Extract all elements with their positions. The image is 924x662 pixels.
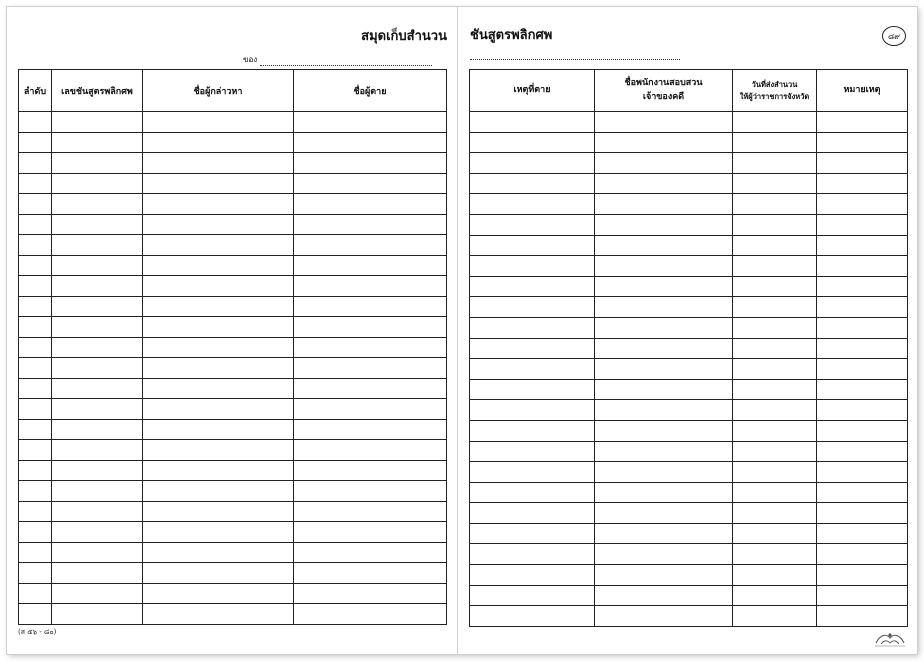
right-table-row	[470, 420, 908, 441]
owner-fill-line[interactable]	[260, 59, 432, 66]
right-table-row	[470, 235, 908, 256]
left-table-cell[interactable]	[19, 563, 52, 584]
right-table-cell[interactable]	[595, 194, 733, 215]
col-header-remarks-label: หมายเหตุ	[843, 84, 881, 95]
right-table-cell[interactable]	[733, 585, 817, 606]
col-header-submit-date-line1: วันที่ส่งสำนวน	[751, 80, 798, 90]
left-table-cell[interactable]	[52, 440, 143, 461]
left-table-cell[interactable]	[52, 542, 143, 563]
left-table-row	[19, 173, 447, 194]
right-table-cell[interactable]	[733, 112, 817, 133]
owner-line	[243, 53, 432, 66]
right-table-cell[interactable]	[817, 462, 908, 483]
left-table-cell[interactable]	[19, 235, 52, 256]
right-table-row	[470, 132, 908, 153]
right-table-row	[470, 359, 908, 380]
right-table-cell[interactable]	[595, 606, 733, 627]
left-table-row	[19, 276, 447, 297]
left-table-row	[19, 296, 447, 317]
right-table-cell[interactable]	[817, 544, 908, 565]
right-table-cell[interactable]	[733, 256, 817, 277]
left-table-cell[interactable]	[143, 173, 294, 194]
right-table-cell[interactable]	[595, 214, 733, 235]
right-table-cell[interactable]	[470, 482, 595, 503]
left-table-cell[interactable]	[19, 419, 52, 440]
left-table-cell[interactable]	[19, 255, 52, 276]
left-table-cell[interactable]	[143, 481, 294, 502]
right-table-row	[470, 544, 908, 565]
left-table-cell[interactable]	[294, 214, 447, 235]
left-table-cell[interactable]	[143, 583, 294, 604]
left-table-cell[interactable]	[294, 235, 447, 256]
left-table-cell[interactable]	[143, 358, 294, 379]
right-table-cell[interactable]	[470, 379, 595, 400]
right-table-cell[interactable]	[470, 153, 595, 174]
right-table-cell[interactable]	[470, 297, 595, 318]
right-table-cell[interactable]	[817, 153, 908, 174]
right-table-cell[interactable]	[733, 276, 817, 297]
owner-label: ของ	[243, 55, 258, 64]
left-table-cell[interactable]	[52, 419, 143, 440]
right-table-cell[interactable]	[817, 194, 908, 215]
left-table-cell[interactable]	[294, 481, 447, 502]
page-number-badge: ๘๙	[882, 26, 906, 46]
left-table-cell[interactable]	[52, 255, 143, 276]
left-table-cell[interactable]	[52, 194, 143, 215]
right-table-cell[interactable]	[470, 606, 595, 627]
left-table-cell[interactable]	[52, 112, 143, 133]
left-table-cell[interactable]	[143, 378, 294, 399]
right-register-table	[469, 69, 908, 627]
col-header-accuser-name: ชื่อผู้กล่าวหา	[143, 70, 294, 112]
right-table-cell[interactable]	[733, 503, 817, 524]
left-table-cell[interactable]	[19, 378, 52, 399]
col-header-investigator-line2: เจ้าของคดี	[642, 91, 685, 102]
right-table-row	[470, 462, 908, 483]
left-table-cell[interactable]	[52, 214, 143, 235]
right-table-cell[interactable]	[733, 235, 817, 256]
right-page-title: ชันสูตรพลิกศพ	[470, 28, 553, 43]
left-table-row	[19, 317, 447, 338]
right-table-cell[interactable]	[817, 565, 908, 586]
right-table-row	[470, 482, 908, 503]
right-table-cell[interactable]	[733, 379, 817, 400]
form-code-footnote: (ส ๕๖ - ๘๐)	[18, 628, 57, 636]
right-table-cell[interactable]	[817, 441, 908, 462]
right-table-cell[interactable]	[595, 565, 733, 586]
left-table-cell[interactable]	[143, 317, 294, 338]
left-table-cell[interactable]	[52, 399, 143, 420]
right-table-cell[interactable]	[733, 214, 817, 235]
left-table-row	[19, 153, 447, 174]
left-table-cell[interactable]	[294, 399, 447, 420]
col-header-submit-date-line2: ให้ผู้ว่าราชการจังหวัด	[739, 91, 810, 101]
right-table-cell[interactable]	[470, 235, 595, 256]
left-table-cell[interactable]	[143, 542, 294, 563]
left-header-row	[19, 70, 447, 112]
right-table-cell[interactable]	[595, 585, 733, 606]
right-table-cell[interactable]	[817, 297, 908, 318]
col-header-deceased-name: ชื่อผู้ตาย	[294, 70, 447, 112]
right-table-row	[470, 523, 908, 544]
right-table-cell[interactable]	[733, 338, 817, 359]
page-gutter	[457, 7, 458, 654]
right-table-cell[interactable]	[733, 132, 817, 153]
left-table-cell[interactable]	[52, 583, 143, 604]
left-table-cell[interactable]	[52, 481, 143, 502]
right-table-cell[interactable]	[470, 462, 595, 483]
left-table-cell[interactable]	[19, 214, 52, 235]
right-table-cell[interactable]	[817, 359, 908, 380]
right-table-cell[interactable]	[595, 544, 733, 565]
left-table-cell[interactable]	[143, 153, 294, 174]
left-table-cell[interactable]	[52, 337, 143, 358]
left-table-cell[interactable]	[294, 153, 447, 174]
left-table-cell[interactable]	[294, 604, 447, 625]
right-table-cell[interactable]	[595, 338, 733, 359]
right-table-cell[interactable]	[595, 235, 733, 256]
right-table-cell[interactable]	[817, 235, 908, 256]
left-table-row	[19, 542, 447, 563]
right-table-row	[470, 338, 908, 359]
left-table-cell[interactable]	[52, 153, 143, 174]
document-spread	[7, 7, 917, 654]
left-table-cell[interactable]	[143, 194, 294, 215]
left-table-cell[interactable]	[143, 132, 294, 153]
left-table-row	[19, 358, 447, 379]
left-table-cell[interactable]	[19, 317, 52, 338]
left-table-cell[interactable]	[52, 522, 143, 543]
col-header-investigator	[595, 70, 733, 112]
left-table-row	[19, 501, 447, 522]
right-table-row	[470, 400, 908, 421]
left-table-cell[interactable]	[19, 296, 52, 317]
right-table-cell[interactable]	[817, 276, 908, 297]
right-table-cell[interactable]	[595, 379, 733, 400]
left-table-row	[19, 255, 447, 276]
left-table-cell[interactable]	[294, 132, 447, 153]
col-header-investigator-line1: ชื่อพนักงานสอบสวน	[624, 78, 703, 88]
left-table-cell[interactable]	[294, 317, 447, 338]
left-table-cell[interactable]	[19, 542, 52, 563]
left-table-cell[interactable]	[52, 317, 143, 338]
right-table-cell[interactable]	[470, 544, 595, 565]
left-table-row	[19, 440, 447, 461]
left-table-row	[19, 460, 447, 481]
left-table-cell[interactable]	[294, 460, 447, 481]
right-table-cell[interactable]	[817, 420, 908, 441]
col-header-cause-of-death-label: เหตุที่ตาย	[513, 84, 551, 95]
right-table-cell[interactable]	[595, 359, 733, 380]
left-table-cell[interactable]	[143, 501, 294, 522]
right-table-cell[interactable]	[470, 194, 595, 215]
right-table-cell[interactable]	[733, 482, 817, 503]
left-table-cell[interactable]	[19, 132, 52, 153]
right-table-cell[interactable]	[595, 132, 733, 153]
right-table-cell[interactable]	[817, 112, 908, 133]
left-table-cell[interactable]	[52, 173, 143, 194]
left-table-cell[interactable]	[294, 194, 447, 215]
right-table-cell[interactable]	[817, 585, 908, 606]
left-table-cell[interactable]	[52, 235, 143, 256]
right-table-row	[470, 153, 908, 174]
right-table-cell[interactable]	[733, 297, 817, 318]
left-table-cell[interactable]	[143, 522, 294, 543]
left-table-cell[interactable]	[19, 112, 52, 133]
right-table-cell[interactable]	[470, 112, 595, 133]
right-table-cell[interactable]	[817, 482, 908, 503]
right-table-cell[interactable]	[733, 359, 817, 380]
right-table-cell[interactable]	[595, 482, 733, 503]
left-table-cell[interactable]	[294, 358, 447, 379]
right-table-cell[interactable]	[817, 606, 908, 627]
right-table-cell[interactable]	[817, 503, 908, 524]
left-table-cell[interactable]	[294, 378, 447, 399]
left-table-cell[interactable]	[294, 296, 447, 317]
left-table-cell[interactable]	[19, 481, 52, 502]
right-table-cell[interactable]	[817, 214, 908, 235]
left-table-cell[interactable]	[294, 276, 447, 297]
publisher-logo-icon	[872, 629, 908, 653]
left-table-cell[interactable]	[19, 501, 52, 522]
right-table-cell[interactable]	[817, 400, 908, 421]
right-table-cell[interactable]	[595, 523, 733, 544]
left-table-row	[19, 563, 447, 584]
right-table-cell[interactable]	[470, 441, 595, 462]
left-table-cell[interactable]	[19, 583, 52, 604]
left-table-cell[interactable]	[294, 542, 447, 563]
left-table-row	[19, 522, 447, 543]
left-table-cell[interactable]	[143, 399, 294, 420]
right-table-cell[interactable]	[817, 173, 908, 194]
left-table-cell[interactable]	[52, 276, 143, 297]
left-table-cell[interactable]	[52, 563, 143, 584]
right-table-cell[interactable]	[595, 420, 733, 441]
right-table-cell[interactable]	[470, 214, 595, 235]
left-table-row	[19, 399, 447, 420]
right-table-cell[interactable]	[470, 523, 595, 544]
left-table-cell[interactable]	[294, 440, 447, 461]
right-table-row	[470, 276, 908, 297]
left-table-cell[interactable]	[52, 460, 143, 481]
left-table-cell[interactable]	[19, 522, 52, 543]
left-table-cell[interactable]	[52, 296, 143, 317]
left-table-cell[interactable]	[143, 419, 294, 440]
left-table-cell[interactable]	[143, 276, 294, 297]
left-page-title: สมุดเก็บสำนวน	[361, 29, 447, 44]
right-table-cell[interactable]	[470, 317, 595, 338]
right-table-cell[interactable]	[595, 462, 733, 483]
left-table-row	[19, 583, 447, 604]
right-table-row	[470, 256, 908, 277]
right-table-cell[interactable]	[817, 379, 908, 400]
left-table-cell[interactable]	[143, 337, 294, 358]
right-table-cell[interactable]	[470, 256, 595, 277]
left-table-row	[19, 112, 447, 133]
right-table-cell[interactable]	[595, 112, 733, 133]
right-table-row	[470, 565, 908, 586]
right-table-cell[interactable]	[470, 276, 595, 297]
left-table-cell[interactable]	[143, 235, 294, 256]
right-table-row	[470, 503, 908, 524]
col-header-submit-date	[733, 70, 817, 112]
left-table-cell[interactable]	[143, 214, 294, 235]
left-table-cell[interactable]	[19, 358, 52, 379]
col-header-remarks	[817, 70, 908, 112]
right-table-cell[interactable]	[595, 317, 733, 338]
left-table-row	[19, 214, 447, 235]
right-table-cell[interactable]	[470, 565, 595, 586]
right-table-row	[470, 214, 908, 235]
right-table-cell[interactable]	[733, 565, 817, 586]
right-table-cell[interactable]	[595, 276, 733, 297]
left-table-row	[19, 481, 447, 502]
left-table-row	[19, 235, 447, 256]
left-table-body	[19, 112, 447, 625]
right-table-row	[470, 606, 908, 627]
right-table-cell[interactable]	[733, 194, 817, 215]
left-table-cell[interactable]	[294, 522, 447, 543]
left-table-cell[interactable]	[143, 112, 294, 133]
col-header-cause-of-death	[470, 70, 595, 112]
left-table-cell[interactable]	[294, 583, 447, 604]
right-table-cell[interactable]	[733, 420, 817, 441]
right-table-cell[interactable]	[595, 400, 733, 421]
left-table-cell[interactable]	[294, 501, 447, 522]
left-table-cell[interactable]	[19, 399, 52, 420]
right-table-cell[interactable]	[470, 503, 595, 524]
left-table-row	[19, 132, 447, 153]
left-table-cell[interactable]	[294, 112, 447, 133]
right-table-cell[interactable]	[733, 173, 817, 194]
right-table-cell[interactable]	[817, 256, 908, 277]
right-table-cell[interactable]	[595, 297, 733, 318]
left-table-cell[interactable]	[52, 604, 143, 625]
right-table-cell[interactable]	[470, 585, 595, 606]
right-table-row	[470, 379, 908, 400]
right-table-row	[470, 112, 908, 133]
left-table-cell[interactable]	[19, 194, 52, 215]
right-table-cell[interactable]	[733, 544, 817, 565]
left-table-cell[interactable]	[294, 563, 447, 584]
right-table-cell[interactable]	[595, 503, 733, 524]
right-table-cell[interactable]	[470, 400, 595, 421]
left-table-cell[interactable]	[19, 440, 52, 461]
left-table-cell[interactable]	[19, 276, 52, 297]
right-table-cell[interactable]	[470, 173, 595, 194]
left-table-cell[interactable]	[52, 378, 143, 399]
right-table-cell[interactable]	[817, 523, 908, 544]
right-table-cell[interactable]	[733, 400, 817, 421]
right-table-cell[interactable]	[817, 132, 908, 153]
right-table-cell[interactable]	[470, 420, 595, 441]
right-table-cell[interactable]	[470, 132, 595, 153]
right-table-body	[470, 112, 908, 627]
right-table-cell[interactable]	[733, 606, 817, 627]
left-table-cell[interactable]	[143, 296, 294, 317]
left-table-cell[interactable]	[143, 440, 294, 461]
left-table-cell[interactable]	[294, 337, 447, 358]
left-table-cell[interactable]	[294, 419, 447, 440]
right-table-row	[470, 317, 908, 338]
left-table-cell[interactable]	[19, 604, 52, 625]
left-table-cell[interactable]	[294, 255, 447, 276]
right-table-cell[interactable]	[595, 441, 733, 462]
left-table-cell[interactable]	[19, 460, 52, 481]
right-fill-line[interactable]	[470, 53, 680, 60]
right-table-row	[470, 585, 908, 606]
left-table-row	[19, 604, 447, 625]
right-table-cell[interactable]	[733, 441, 817, 462]
right-table-row	[470, 173, 908, 194]
left-table-cell[interactable]	[143, 255, 294, 276]
right-table-cell[interactable]	[817, 338, 908, 359]
right-table-row	[470, 194, 908, 215]
left-table-row	[19, 337, 447, 358]
right-header-row	[470, 70, 908, 112]
right-table-cell[interactable]	[817, 317, 908, 338]
right-table-cell[interactable]	[733, 462, 817, 483]
right-table-cell[interactable]	[595, 153, 733, 174]
left-table-cell[interactable]	[52, 358, 143, 379]
col-header-autopsy-number: เลขชันสูตรพลิกศพ	[52, 70, 143, 112]
left-table-cell[interactable]	[19, 173, 52, 194]
left-table-row	[19, 194, 447, 215]
right-table-cell[interactable]	[595, 256, 733, 277]
left-table-cell[interactable]	[294, 173, 447, 194]
left-table-cell[interactable]	[52, 132, 143, 153]
left-table-cell[interactable]	[19, 337, 52, 358]
right-table-cell[interactable]	[470, 359, 595, 380]
right-table-cell[interactable]	[470, 338, 595, 359]
right-table-cell[interactable]	[733, 317, 817, 338]
col-header-order: ลำดับ	[19, 70, 52, 112]
right-table-row	[470, 297, 908, 318]
left-table-cell[interactable]	[19, 153, 52, 174]
left-table-cell[interactable]	[143, 604, 294, 625]
right-table-cell[interactable]	[733, 153, 817, 174]
right-table-cell[interactable]	[595, 173, 733, 194]
right-table-row	[470, 441, 908, 462]
left-table-cell[interactable]	[143, 563, 294, 584]
left-table-row	[19, 378, 447, 399]
right-table-cell[interactable]	[733, 523, 817, 544]
left-register-table	[18, 69, 447, 625]
left-table-row	[19, 419, 447, 440]
left-table-cell[interactable]	[52, 501, 143, 522]
left-table-cell[interactable]	[143, 460, 294, 481]
